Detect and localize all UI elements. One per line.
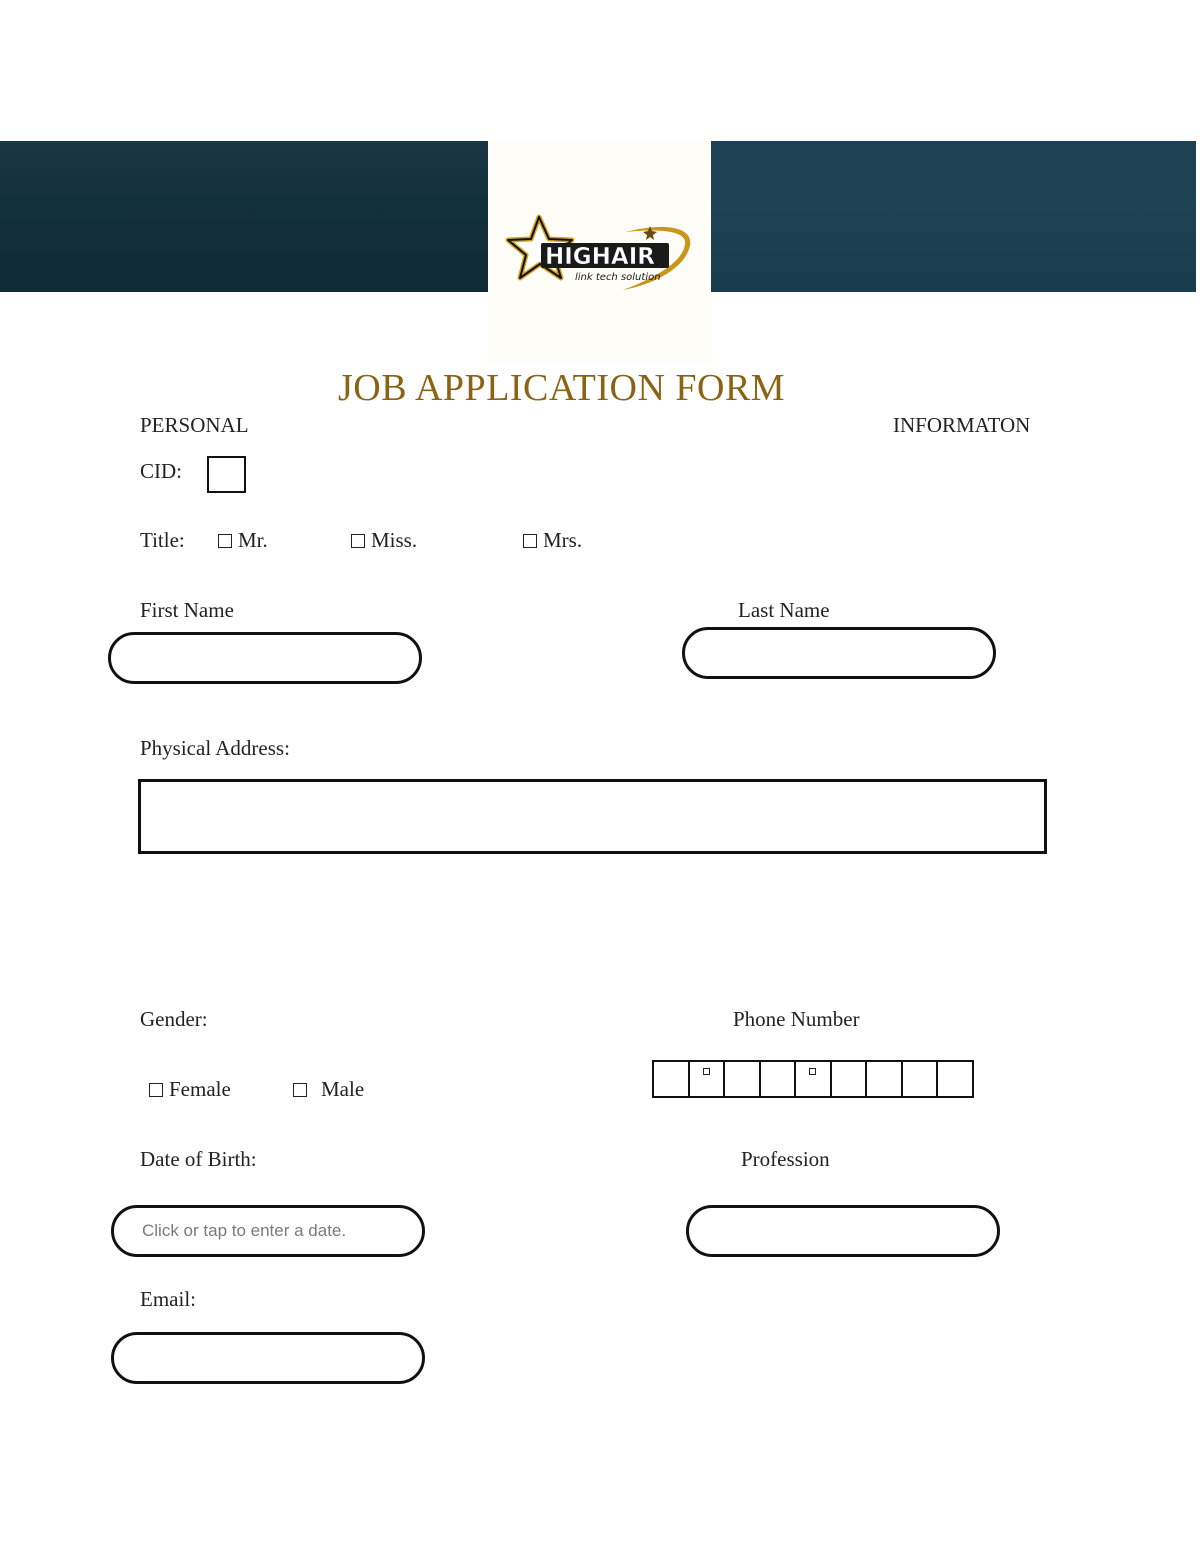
- phone-digit-cell[interactable]: [723, 1060, 761, 1098]
- title-option-mr-label: Mr.: [238, 528, 268, 552]
- gender-label: Gender:: [140, 1007, 208, 1031]
- first-name-label: First Name: [140, 598, 234, 622]
- address-field[interactable]: [138, 779, 1047, 854]
- checkbox-mrs[interactable]: [523, 534, 537, 548]
- phone-digit-cell[interactable]: [901, 1060, 939, 1098]
- first-name-field[interactable]: [108, 632, 422, 684]
- cid-label: CID:: [140, 459, 182, 483]
- checkbox-female[interactable]: [149, 1083, 163, 1097]
- title-option-mrs-label: Mrs.: [543, 528, 583, 552]
- gender-option-female[interactable]: [149, 1079, 231, 1100]
- dob-field[interactable]: [111, 1205, 425, 1257]
- phone-digit-cell[interactable]: [794, 1060, 832, 1098]
- title-option-miss[interactable]: [351, 530, 417, 551]
- gender-option-male-label: Male: [321, 1077, 365, 1101]
- checkbox-mr[interactable]: [218, 534, 232, 548]
- address-label: Physical Address:: [140, 736, 290, 760]
- email-label: Email:: [140, 1287, 196, 1311]
- title-option-mrs[interactable]: [523, 530, 582, 551]
- phone-number-field[interactable]: [652, 1060, 974, 1098]
- form-title: JOB APPLICATION FORM: [338, 367, 786, 409]
- phone-digit-cell[interactable]: [936, 1060, 974, 1098]
- title-option-miss-label: Miss.: [371, 528, 418, 552]
- header-banner-right: [711, 141, 1196, 292]
- small-square-icon: [703, 1068, 710, 1075]
- phone-digit-cell[interactable]: [652, 1060, 690, 1098]
- profession-label: Profession: [741, 1147, 830, 1171]
- last-name-label: Last Name: [738, 598, 830, 622]
- title-option-mr[interactable]: [218, 530, 268, 551]
- small-square-icon: [809, 1068, 816, 1075]
- phone-digit-cell[interactable]: [688, 1060, 726, 1098]
- section-label-information: INFORMATON: [893, 413, 1031, 437]
- last-name-field[interactable]: [682, 627, 996, 679]
- checkbox-male[interactable]: [293, 1083, 307, 1097]
- dob-label: Date of Birth:: [140, 1147, 257, 1171]
- gender-option-female-label: Female: [169, 1077, 231, 1101]
- star-logo-icon: [505, 212, 700, 294]
- logo-wordmark: HIGHAIR: [545, 244, 656, 270]
- phone-digit-cell[interactable]: [759, 1060, 797, 1098]
- phone-digit-cell[interactable]: [865, 1060, 903, 1098]
- email-field[interactable]: [111, 1332, 425, 1384]
- gender-option-male[interactable]: [293, 1079, 364, 1100]
- section-label-personal: PERSONAL: [140, 413, 249, 437]
- company-logo: [505, 212, 700, 294]
- title-label: Title:: [140, 528, 185, 552]
- phone-digit-cell[interactable]: [830, 1060, 868, 1098]
- dob-placeholder: Click or tap to enter a date.: [142, 1221, 347, 1240]
- logo-tagline: link tech solution: [575, 272, 661, 283]
- checkbox-miss[interactable]: [351, 534, 365, 548]
- cid-input[interactable]: [207, 456, 246, 493]
- phone-label: Phone Number: [733, 1007, 860, 1031]
- header-banner-left: [0, 141, 488, 292]
- profession-field[interactable]: [686, 1205, 1000, 1257]
